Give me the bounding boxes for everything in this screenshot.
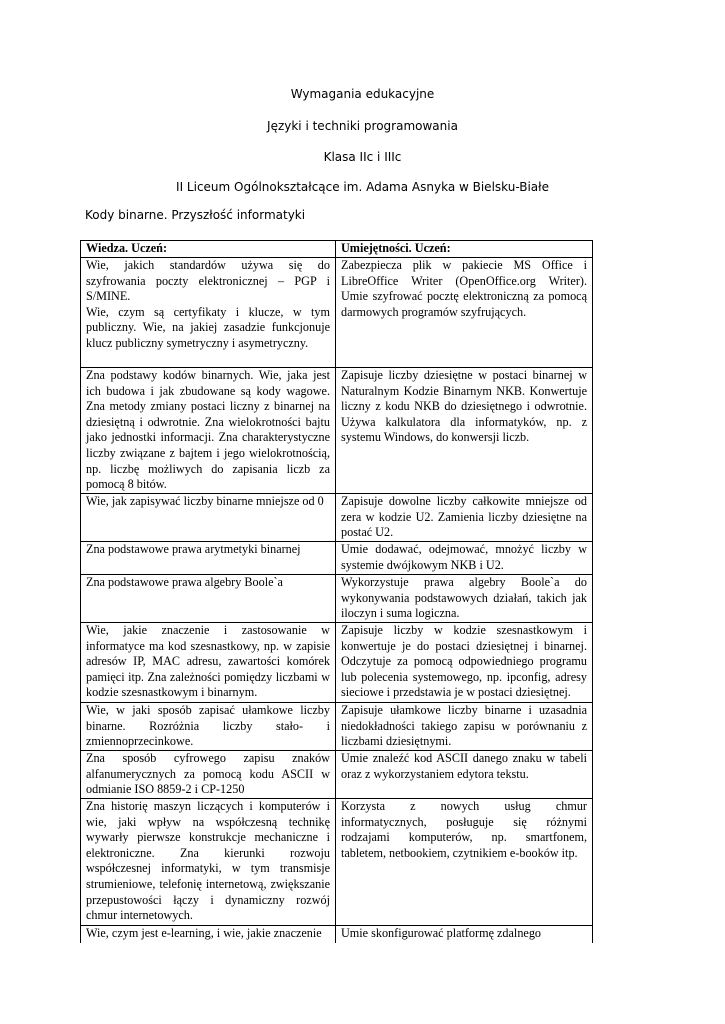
skills-cell — [336, 703, 593, 751]
school-title: II Liceum Ogólnokształcące im. Adama Asnyka w Bielsku-Białe — [176, 180, 549, 194]
cell-paragraph: Zapisuje liczby w kodzie szesnastkowym i konwertuje je do postaci dziesiętnej i binarnej. Odczytuje za pomocą odpowiedniego programu lub polecenia systemowego, np. ipconfig, adresy sieciowe i przedstawia je w postaci dziesiętnej. — [341, 623, 587, 700]
knowledge-cell — [81, 799, 336, 926]
class-title: Klasa IIc i IIIc — [323, 150, 402, 164]
cell-paragraph: Zna podstawy kodów binarnych. Wie, jaka jest ich budowa i jak zbudowane są kody wagowe. Zna metody zmiany postaci liczny z binarnej na dziesiętną i odwrotnie. Zna wielokrotności bajtu jako jednostki informacji. Zna charakterystyczne liczby związane z bajtem i jego wielokrotnością, np. liczbę możliwych do zapisania liczb za pomocą 8 bitów. — [86, 368, 330, 492]
skills-cell — [336, 575, 593, 623]
skills-cell — [336, 494, 593, 542]
skills-cell — [336, 926, 593, 943]
cell-paragraph: Wie, jak zapisywać liczby binarne mniejsze od 0 — [86, 494, 324, 508]
skills-cell — [336, 751, 593, 799]
skills-cell — [336, 368, 593, 494]
cell-paragraph: Zapisuje liczby dziesiętne w postaci binarnej w Naturalnym Kodzie Binarnym NKB. Konwertuje liczny z kodu NKB do dziesiętnego i odwrotnie. Używa kalkulatora dla informatyków, np. z systemu Windows, do konwersji liczb. — [341, 368, 587, 445]
knowledge-cell — [81, 542, 336, 575]
table-header-row — [81, 241, 593, 258]
table-row — [81, 799, 593, 926]
skills-cell — [336, 542, 593, 575]
cell-paragraph: Wie, jakie znaczenie i zastosowanie w informatyce ma kod szesnastkowy, np. w zapisie adresów IP, MAC adresu, zawartości komórek pamięci itp. Zna zależności pomiędzy liczbami w kodzie szesnastkowym i binarnym. — [86, 623, 330, 700]
cell-paragraph: Zabezpiecza plik w pakiecie MS Office i LibreOffice Writer (OpenOffice.org Writer). Umie szyfrować pocztę elektroniczną za pomocą darmowych programów szyfrujących. — [341, 258, 587, 319]
cell-paragraph: Zna podstawowe prawa arytmetyki binarnej — [86, 542, 301, 556]
knowledge-cell — [81, 575, 336, 623]
doc-title: Wymagania edukacyjne — [290, 87, 435, 101]
subject-title: Języki i techniki programowania — [267, 119, 458, 133]
knowledge-cell — [81, 623, 336, 703]
table-row — [81, 542, 593, 575]
table-row — [81, 703, 593, 751]
table-row — [81, 926, 593, 943]
cell-paragraph: Wie, czym jest e-learning, i wie, jakie znaczenie — [86, 926, 322, 940]
requirements-table — [80, 240, 593, 943]
header-knowledge: Wiedza. Uczeń: — [81, 241, 336, 258]
knowledge-cell — [81, 494, 336, 542]
table-row — [81, 494, 593, 542]
cell-paragraph: Zna historię maszyn liczących i komputerów i wie, jaki wpływ na współczesną technikę wywarły pierwsze konstrukcje mechaniczne i elektroniczne. Zna kierunki rozwoju współczesnej informatyki, w tym transmisje strumieniowe, telefonię internetową, zwiększanie przepustowości łączy i dynamiczny rozwój chmur internetowych. — [86, 799, 330, 923]
cell-paragraph: Wie, czym są certyfikaty i klucze, w tym publiczny. Wie, na jakiej zasadzie funkcjonuje klucz publiczny symetryczny i asymetryczny. — [86, 304, 330, 350]
skills-cell — [336, 258, 593, 368]
table-row — [81, 368, 593, 494]
table-row — [81, 751, 593, 799]
cell-paragraph: Wie, w jaki sposób zapisać ułamkowe liczby binarne. Rozróżnia liczby stało- i zmiennoprzecinkowe. — [86, 703, 330, 749]
cell-paragraph: Umie skonfigurować platformę zdalnego — [341, 926, 542, 940]
cell-paragraph: Zna podstawowe prawa algebry Boole`a — [86, 575, 283, 589]
cell-paragraph: Zna sposób cyfrowego zapisu znaków alfanumerycznych za pomocą kodu ASCII w odmianie ISO 8859-2 i CP-1250 — [86, 751, 330, 797]
knowledge-cell — [81, 751, 336, 799]
skills-cell — [336, 799, 593, 926]
header-skills: Umiejętności. Uczeń: — [336, 241, 593, 258]
knowledge-cell — [81, 703, 336, 751]
cell-paragraph: Wie, jakich standardów używa się do szyfrowania poczty elektronicznej – PGP i S/MINE. — [86, 258, 330, 304]
cell-paragraph: Wykorzystuje prawa algebry Boole`a do wykonywania podstawowych działań, takich jak iloczyn i suma logiczna. — [341, 575, 587, 621]
table-row — [81, 258, 593, 368]
cell-paragraph: Umie dodawać, odejmować, mnożyć liczby w systemie dwójkowym NKB i U2. — [341, 542, 587, 572]
section-title: Kody binarne. Przyszłość informatyki — [85, 208, 306, 222]
knowledge-cell — [81, 926, 336, 943]
table-row — [81, 623, 593, 703]
skills-cell — [336, 623, 593, 703]
knowledge-cell — [81, 368, 336, 494]
table-row — [81, 575, 593, 623]
cell-paragraph: Korzysta z nowych usług chmur informatycznych, posługuje się różnymi rodzajami komputerów, np. smartfonem, tabletem, netbookiem, czytnikiem e-booków itp. — [341, 799, 587, 860]
knowledge-cell — [81, 258, 336, 368]
cell-paragraph: Zapisuje ułamkowe liczby binarne i uzasadnia niedokładności takiego zapisu w porównaniu z liczbami dziesiętnymi. — [341, 703, 587, 749]
cell-paragraph: Umie znaleźć kod ASCII danego znaku w tabeli oraz z wykorzystaniem edytora tekstu. — [341, 751, 587, 781]
cell-paragraph: Zapisuje dowolne liczby całkowite mniejsze od zera w kodzie U2. Zamienia liczby dziesiętne na postać U2. — [341, 494, 587, 540]
